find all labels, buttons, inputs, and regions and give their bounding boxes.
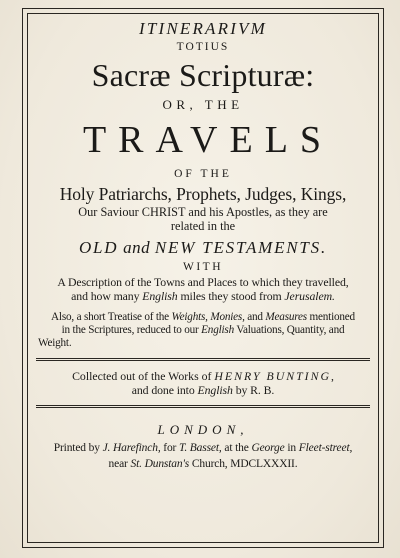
travels-heading: TRAVELS (82, 119, 334, 161)
and-text: and (118, 238, 155, 257)
near-line (30, 457, 376, 471)
divider-rule-2 (36, 405, 370, 408)
holy-patriarchs-line: Holy Patriarchs, Prophets, Judges, Kings, (59, 184, 347, 204)
printed-text-a: Printed by (53, 442, 103, 454)
also-measures: Measures (265, 311, 307, 323)
desc-text-a: and how many (71, 289, 143, 303)
desc-text-b: miles they stood from (177, 289, 285, 303)
saviour-line (30, 205, 376, 219)
fleet-street: Fleet-street, (298, 442, 353, 454)
divider-rule-1 (36, 358, 370, 361)
also-and: and (244, 311, 266, 323)
sacrae-scripturae-heading: Sacræ Scripturæ: (91, 57, 315, 93)
done-text-a: and done into (131, 383, 198, 397)
testaments-line (30, 237, 376, 259)
st-dunstan: St. Dunstan's (130, 458, 190, 470)
scripture-line (30, 324, 376, 337)
description-line-2 (30, 289, 376, 303)
near-text-b: Church, MDCLXXXII. (189, 458, 298, 470)
also-text-a: Also, a short Treatise of the (51, 311, 172, 323)
also-weights: Weights, Monies, (171, 311, 245, 323)
scripture-english: English (201, 324, 234, 336)
christ-text: CHRIST (141, 205, 186, 219)
scripture-text-a: in the Scriptures, reduced to our (61, 324, 202, 336)
desc-jerusalem: Jerusalem. (284, 289, 335, 303)
bookseller-name: T. Basset, (178, 442, 222, 454)
also-line (30, 311, 376, 324)
printer-name: J. Harefinch, (102, 442, 161, 454)
collected-text-b: , (330, 369, 334, 383)
desc-english: English (142, 289, 178, 303)
saviour-text-b: and his Apostles, as they are (185, 205, 328, 219)
done-english: English (197, 383, 233, 397)
or-the-line: OR, THE (162, 97, 244, 112)
london-line: LONDON, (157, 422, 249, 437)
collected-line (30, 369, 376, 383)
printed-text-c: at the (221, 442, 252, 454)
author-name: HENRY BUNTING (214, 369, 331, 383)
of-the-line: OF THE (174, 168, 232, 180)
related-line: related in the (170, 219, 236, 233)
weight-line: Weight. (38, 337, 72, 349)
near-text-a: near (108, 458, 131, 470)
done-text-b: by R. B. (232, 383, 275, 397)
also-text-b: mentioned (306, 311, 355, 323)
scripture-text-b: Valuations, Quantity, and (233, 324, 345, 336)
printed-text-d: in (284, 442, 299, 454)
old-text: OLD (78, 238, 119, 257)
with-line: WITH (182, 261, 223, 273)
printed-text-b: for (160, 442, 179, 454)
saviour-text-a: Our Saviour (78, 205, 142, 219)
title-page-text (30, 14, 376, 471)
george-sign: George (251, 442, 285, 454)
done-line (30, 383, 376, 397)
printed-line (30, 441, 376, 455)
description-line-1: A Description of the Towns and Places to which they travelled, (57, 275, 349, 289)
totius-line: TOTIUS (176, 41, 230, 53)
itinerarium-heading: ITINERARIVM (138, 19, 268, 38)
new-testaments-text: NEW TESTAMENTS. (154, 238, 328, 257)
collected-text-a: Collected out of the Works of (72, 369, 215, 383)
